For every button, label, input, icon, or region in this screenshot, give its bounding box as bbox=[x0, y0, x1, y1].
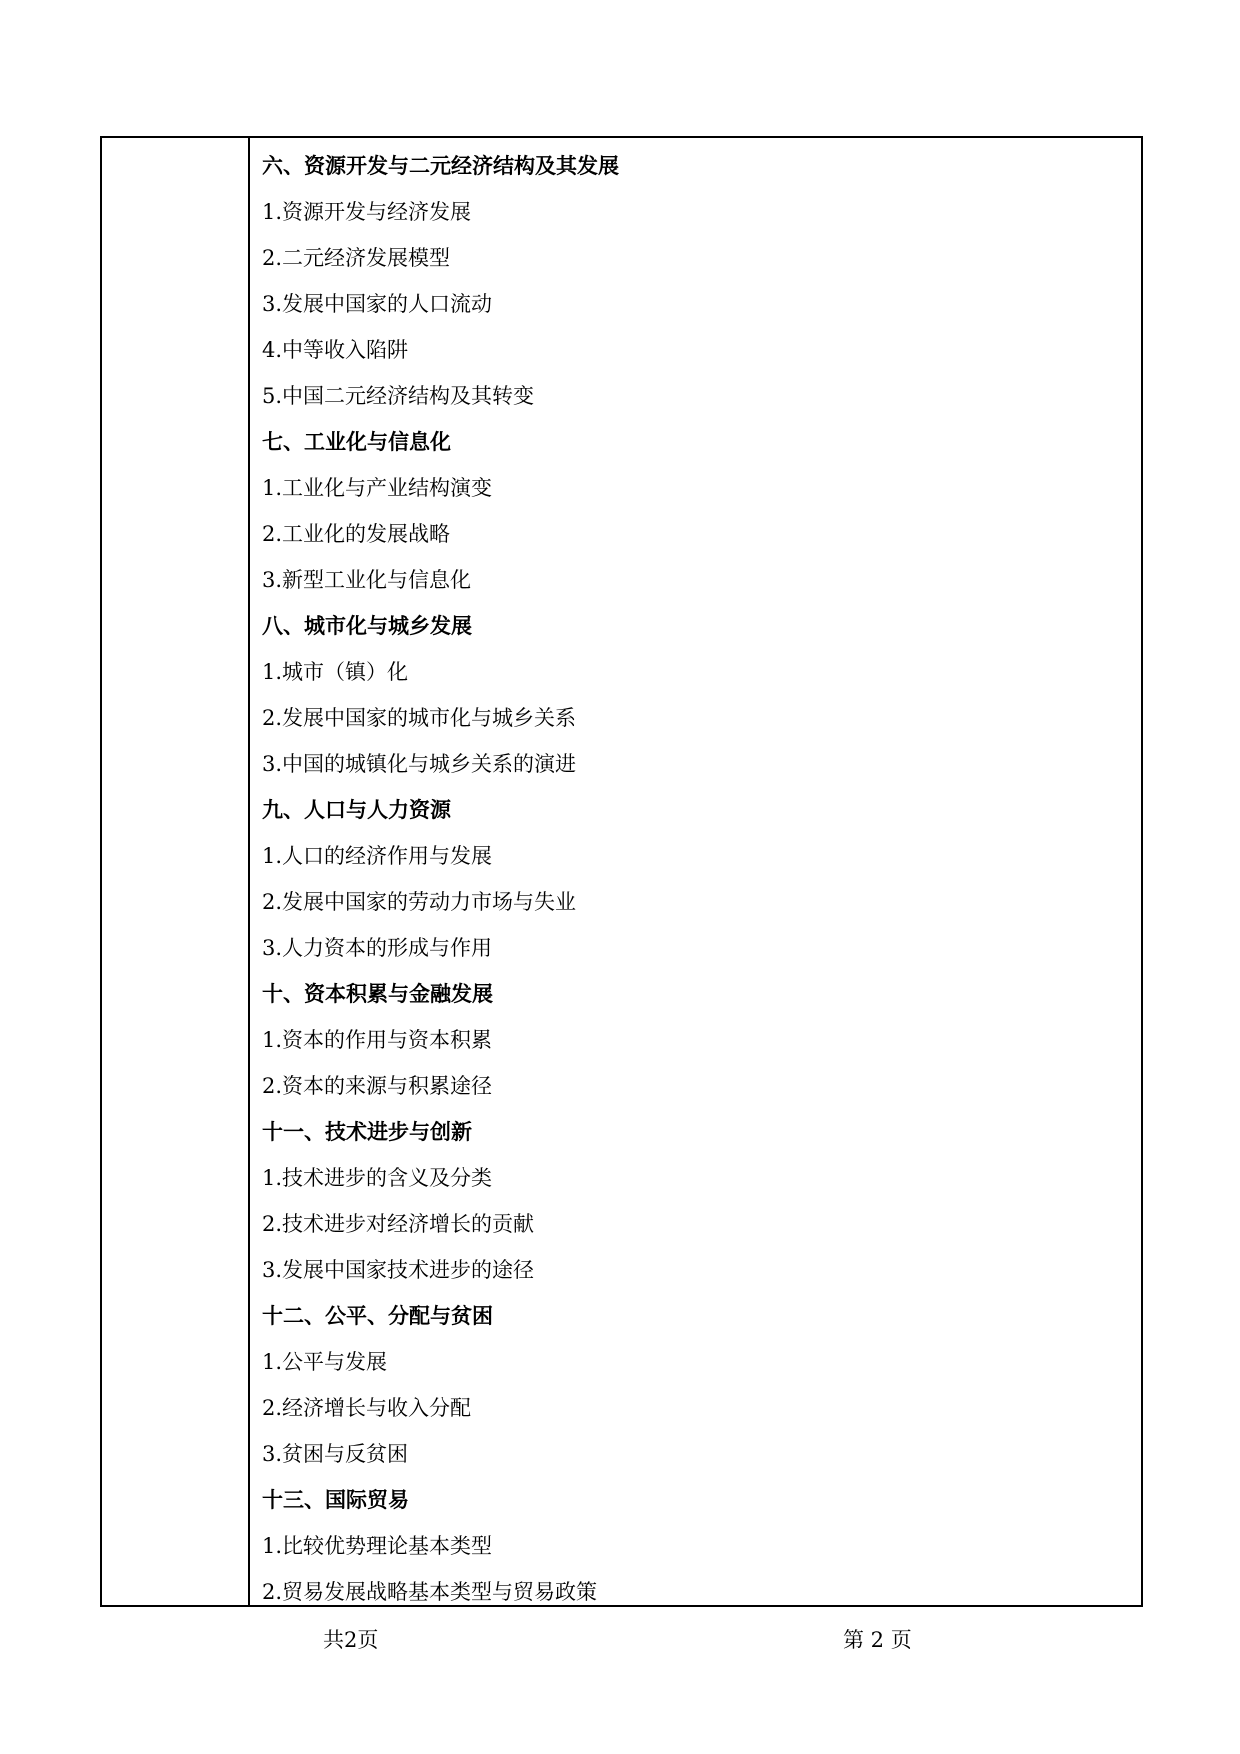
list-item: 1.人口的经济作用与发展 bbox=[262, 844, 493, 868]
list-item: 1.城市（镇）化 bbox=[262, 660, 409, 684]
list-item: 2.资本的来源与积累途径 bbox=[262, 1074, 493, 1098]
list-item: 4.中等收入陷阱 bbox=[262, 338, 409, 362]
list-item: 3.人力资本的形成与作用 bbox=[262, 936, 493, 960]
total-pages: 共2页 bbox=[323, 1628, 379, 1652]
list-item: 1.资本的作用与资本积累 bbox=[262, 1028, 493, 1052]
section-heading: 十二、公平、分配与贫困 bbox=[262, 1303, 493, 1328]
syllabus-content bbox=[262, 143, 1122, 1615]
section-heading: 十一、技术进步与创新 bbox=[262, 1119, 472, 1144]
current-page: 第 2 页 bbox=[843, 1628, 912, 1652]
list-item: 3.发展中国家的人口流动 bbox=[262, 292, 493, 316]
list-item: 1.技术进步的含义及分类 bbox=[262, 1166, 493, 1190]
section-heading: 八、城市化与城乡发展 bbox=[262, 613, 472, 638]
section-heading: 十三、国际贸易 bbox=[262, 1487, 409, 1512]
list-item: 2.贸易发展战略基本类型与贸易政策 bbox=[262, 1580, 598, 1604]
list-item: 3.发展中国家技术进步的途径 bbox=[262, 1258, 535, 1282]
section-heading: 七、工业化与信息化 bbox=[262, 429, 451, 454]
list-item: 2.发展中国家的劳动力市场与失业 bbox=[262, 890, 577, 914]
list-item: 1.工业化与产业结构演变 bbox=[262, 476, 493, 500]
section-heading: 十、资本积累与金融发展 bbox=[262, 981, 493, 1006]
list-item: 3.贫困与反贫困 bbox=[262, 1442, 409, 1466]
list-item: 2.二元经济发展模型 bbox=[262, 246, 451, 270]
list-item: 3.中国的城镇化与城乡关系的演进 bbox=[262, 752, 577, 776]
list-item: 5.中国二元经济结构及其转变 bbox=[262, 384, 535, 408]
list-item: 2.发展中国家的城市化与城乡关系 bbox=[262, 706, 577, 730]
list-item: 3.新型工业化与信息化 bbox=[262, 568, 472, 592]
column-divider bbox=[248, 136, 250, 1607]
list-item: 2.经济增长与收入分配 bbox=[262, 1396, 472, 1420]
list-item: 1.公平与发展 bbox=[262, 1350, 388, 1374]
list-item: 2.工业化的发展战略 bbox=[262, 522, 451, 546]
list-item: 1.比较优势理论基本类型 bbox=[262, 1534, 493, 1558]
list-item: 2.技术进步对经济增长的贡献 bbox=[262, 1212, 535, 1236]
section-heading: 六、资源开发与二元经济结构及其发展 bbox=[262, 153, 619, 178]
section-heading: 九、人口与人力资源 bbox=[262, 797, 451, 822]
list-item: 1.资源开发与经济发展 bbox=[262, 200, 472, 224]
